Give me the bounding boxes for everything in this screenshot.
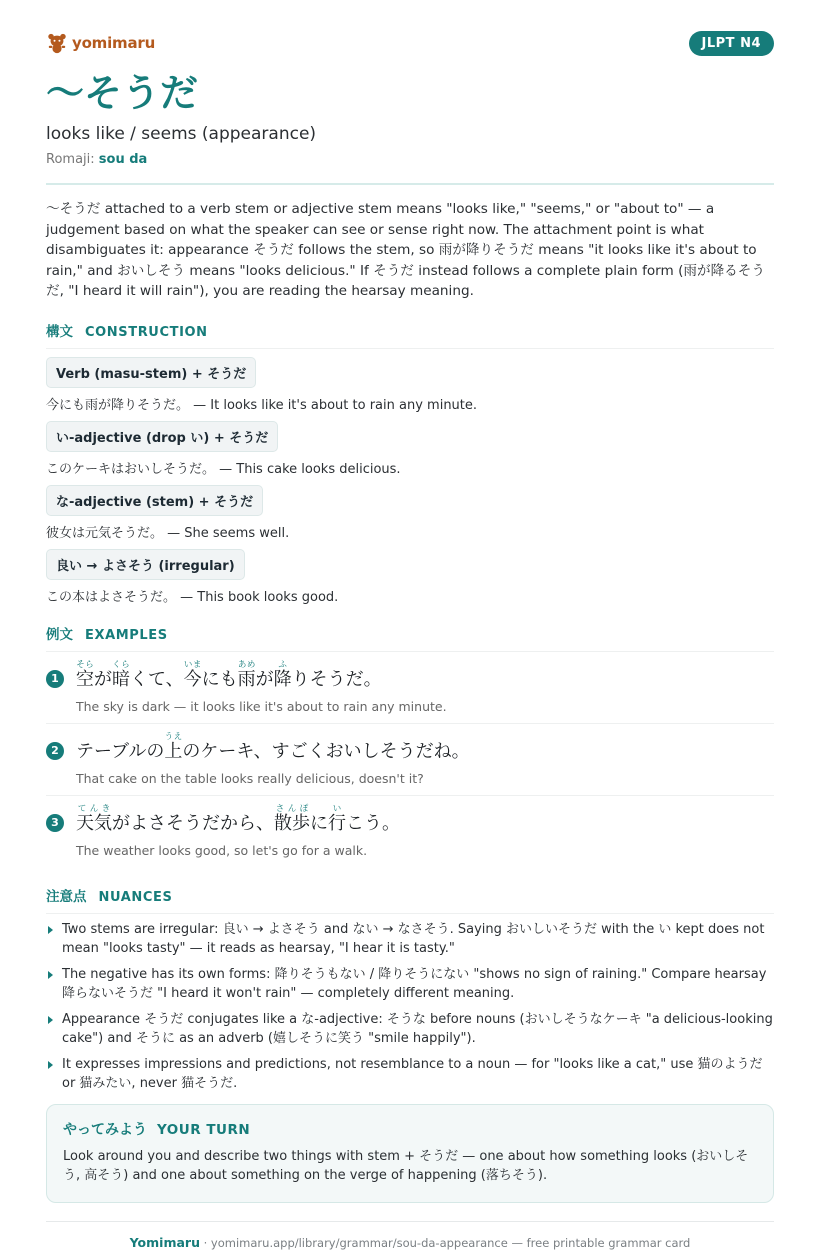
examples-heading-jp: 例文 — [46, 626, 73, 643]
nuance-text: Appearance そうだ conjugates like a な-adjective: そうな before nouns (おいしそうなケーキ "a delicious-looking cake") and そうに as an adverb (嬉しそうに笑う "smile happily"). — [62, 1011, 773, 1046]
example-item — [46, 652, 774, 724]
grammar-title: 〜そうだ — [46, 71, 199, 115]
romaji-value: sou da — [98, 152, 148, 167]
your-turn-heading-jp: やってみよう — [63, 1121, 147, 1138]
furigana-word: 天気てんき — [76, 803, 112, 834]
furigana-word: 上うえ — [164, 731, 183, 762]
romaji-line — [46, 152, 774, 167]
footer-text: · yomimaru.app/library/grammar/sou-da-appearance — free printable grammar card — [199, 1235, 691, 1250]
furigana-reading: そら — [76, 659, 94, 670]
furigana-reading: ふ — [273, 659, 292, 670]
your-turn-text: Look around you and describe two things with stem + そうだ — one about how something looks (おいしそう, 高そう) and one about something on the verge of happening (落ちそう). — [63, 1148, 749, 1183]
construction-pattern: 良い → よさそう (irregular) — [46, 549, 245, 580]
triangle-bullet-icon — [48, 926, 53, 934]
construction-item — [46, 357, 774, 413]
furigana-word: 今いま — [183, 659, 202, 690]
romaji-label: Romaji: — [46, 152, 95, 167]
footer — [46, 1235, 774, 1250]
furigana-word: 散歩さんぽ — [274, 803, 310, 834]
jlpt-level-badge: JLPT N4 — [689, 31, 774, 56]
furigana-reading: いま — [183, 659, 202, 670]
construction-pattern: Verb (masu-stem) + そうだ — [46, 357, 256, 388]
furigana-word: 雨あめ — [237, 659, 256, 690]
footer-divider — [46, 1221, 774, 1222]
examples-list — [46, 652, 774, 867]
grammar-subtitle: looks like / seems (appearance) — [46, 124, 317, 144]
example-item — [46, 724, 774, 796]
furigana-word: 空そら — [76, 659, 94, 690]
construction-heading-en: CONSTRUCTION — [85, 324, 208, 340]
example-number-badge: 2 — [46, 742, 64, 760]
furigana-reading: い — [328, 803, 346, 814]
examples-heading-en: EXAMPLES — [85, 627, 168, 643]
construction-example: この本はよさそうだ。 — This book looks good. — [46, 589, 339, 605]
nuance-text: The negative has its own forms: 降りそうもない / 降りそうにない "shows no sign of raining." Compare hearsay 降らないそうだ "I heard it won't rain" — completely different meaning. — [62, 966, 767, 1001]
triangle-bullet-icon — [48, 971, 53, 979]
example-number-badge: 3 — [46, 814, 64, 832]
nuance-item — [46, 965, 774, 1004]
brand-logo[interactable] — [46, 32, 155, 54]
your-turn-heading-en: YOUR TURN — [157, 1121, 251, 1138]
construction-example: 彼女は元気そうだ。 — She seems well. — [46, 525, 290, 541]
furigana-word: 暗くら — [112, 659, 130, 690]
construction-example: 今にも雨が降りそうだ。 — It looks like it's about to rain any minute. — [46, 397, 478, 413]
your-turn-heading — [63, 1119, 757, 1139]
triangle-bullet-icon — [48, 1061, 53, 1069]
furigana-word: 行い — [328, 803, 346, 834]
example-japanese: テーブルの上うえのケーキ、すごくおいしそうだね。 — [76, 731, 470, 762]
nuances-heading-en: NUANCES — [98, 889, 173, 905]
example-japanese: 天気てんきがよさそうだから、散歩さんぽに行いこう。 — [76, 803, 400, 834]
footer-brand[interactable]: Yomimaru — [129, 1234, 200, 1250]
nuance-item — [46, 920, 774, 959]
construction-heading-jp: 構文 — [46, 323, 73, 340]
triangle-bullet-icon — [48, 1016, 53, 1024]
grammar-card — [46, 0, 774, 1250]
nuance-text: Two stems are irregular: 良い → よさそう and ない → なさそう. Saying おいしいそうだ with the い kept does not mean "looks tasty" — it reads as hearsay, "I hear it is tasty." — [62, 921, 765, 956]
furigana-reading: くら — [112, 659, 130, 670]
nuances-heading-jp: 注意点 — [46, 888, 87, 905]
construction-item — [46, 549, 774, 605]
construction-list — [46, 357, 774, 605]
header-bar — [46, 30, 774, 56]
construction-heading — [46, 320, 774, 349]
example-translation: That cake on the table looks really delicious, doesn't it? — [76, 770, 424, 786]
furigana-reading: てんき — [76, 803, 112, 814]
construction-pattern: い-adjective (drop い) + そうだ — [46, 421, 278, 452]
example-japanese: 空そらが暗くらくて、今いまにも雨あめが降ふりそうだ。 — [76, 659, 382, 690]
furigana-reading: うえ — [164, 731, 183, 742]
nuance-item — [46, 1010, 774, 1049]
title-divider — [46, 183, 774, 185]
furigana-reading: あめ — [237, 659, 256, 670]
tanuki-logo-icon — [46, 32, 68, 54]
furigana-reading: さんぽ — [274, 803, 310, 814]
furigana-word: 降ふ — [273, 659, 292, 690]
your-turn-box — [46, 1104, 774, 1203]
nuance-item — [46, 1055, 774, 1094]
example-item — [46, 796, 774, 867]
nuances-list — [46, 920, 774, 1094]
intro-paragraph: 〜そうだ attached to a verb stem or adjective stem means "looks like," "seems," or "about to" — a judgement based on what the speaker can see or sense right now. The attachment point is what disambiguates it: appearance そうだ follows the stem, so 雨が降りそうだ means "it looks like it's about to rain," and おいしそう means "looks delicious." If そうだ instead follows a complete plain form (雨が降るそうだ, "I heard it will rain"), you are reading the hearsay meaning. — [46, 201, 765, 299]
examples-heading — [46, 623, 774, 652]
construction-item — [46, 421, 774, 477]
example-number-badge: 1 — [46, 670, 64, 688]
construction-example: このケーキはおいしそうだ。 — This cake looks delicious. — [46, 461, 401, 477]
construction-pattern: な-adjective (stem) + そうだ — [46, 485, 263, 516]
example-translation: The weather looks good, so let's go for a walk. — [76, 842, 368, 858]
nuance-text: It expresses impressions and predictions, not resemblance to a noun — for "looks like a cat," use 猫のようだ or 猫みたい, never 猫そうだ. — [62, 1056, 763, 1091]
construction-item — [46, 485, 774, 541]
brand-name: yomimaru — [72, 34, 156, 52]
example-translation: The sky is dark — it looks like it's about to rain any minute. — [76, 698, 447, 714]
nuances-heading — [46, 885, 774, 914]
